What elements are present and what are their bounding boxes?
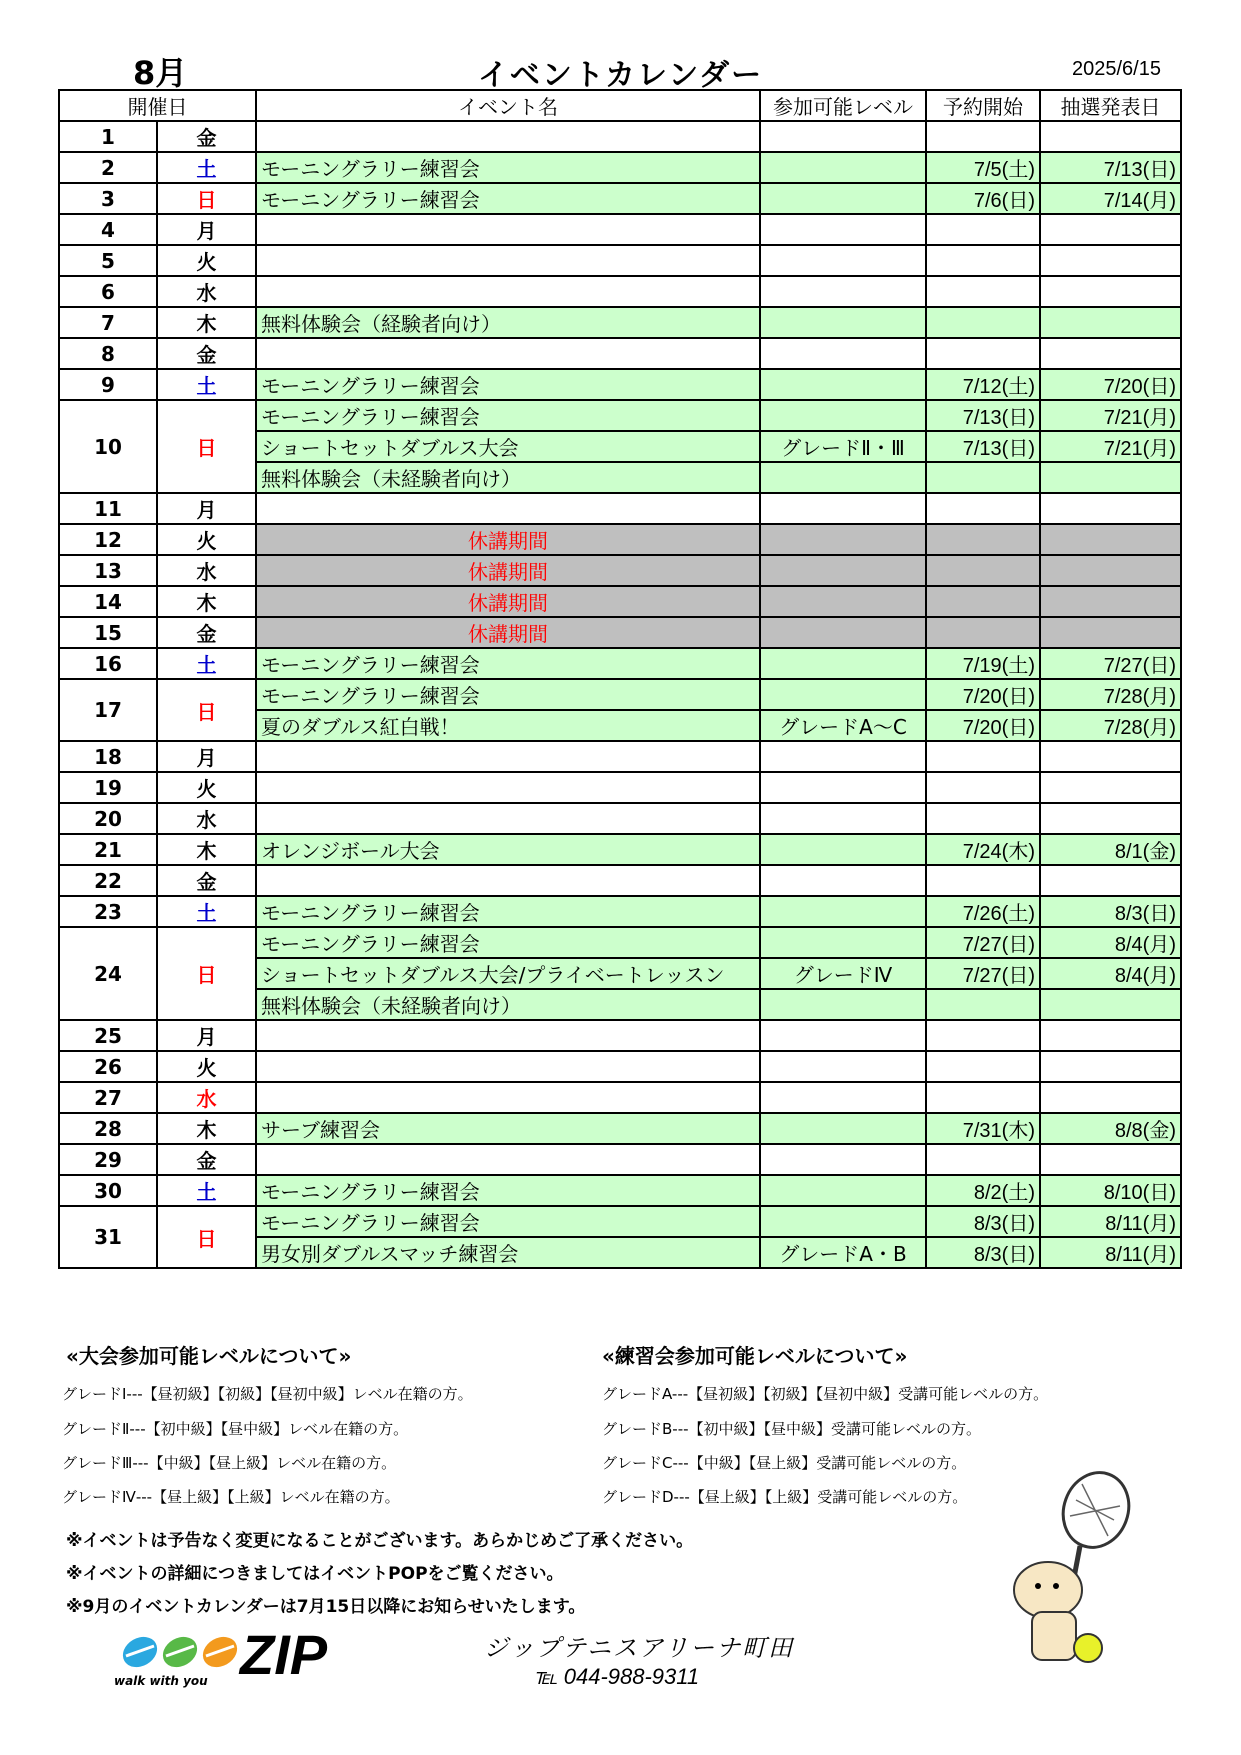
zip-brand: ZIP	[240, 1623, 328, 1686]
table-row	[59, 1020, 1181, 1051]
table-row	[59, 183, 1181, 214]
reservation-start	[926, 741, 1040, 772]
day-number: 22	[59, 865, 157, 896]
page-title: イベントカレンダー	[477, 58, 764, 93]
weekday: 水	[157, 1082, 256, 1113]
result-date	[1040, 462, 1181, 493]
result-date	[1040, 1020, 1181, 1051]
reservation-start	[926, 1020, 1040, 1051]
day-number: 23	[59, 896, 157, 927]
day-number: 31	[59, 1206, 157, 1268]
result-date: 8/4(月)	[1040, 958, 1181, 989]
table-row	[59, 214, 1181, 245]
event-name: モーニングラリー練習会	[256, 400, 760, 431]
reservation-start	[926, 493, 1040, 524]
event-name: モーニングラリー練習会	[256, 183, 760, 214]
day-number: 13	[59, 555, 157, 586]
weekday: 金	[157, 121, 256, 152]
weekday: 日	[157, 183, 256, 214]
reservation-start: 7/13(日)	[926, 400, 1040, 431]
event-name	[256, 865, 760, 896]
day-number: 20	[59, 803, 157, 834]
result-date: 8/3(日)	[1040, 896, 1181, 927]
day-number: 6	[59, 276, 157, 307]
col-header-result-date: 抽選発表日	[1040, 90, 1181, 121]
event-level	[760, 741, 926, 772]
event-level	[760, 1144, 926, 1175]
event-name	[256, 741, 760, 772]
result-date	[1040, 586, 1181, 617]
result-date: 7/28(月)	[1040, 679, 1181, 710]
reservation-start: 7/5(土)	[926, 152, 1040, 183]
event-name: ショートセットダブルス大会	[256, 431, 760, 462]
result-date	[1040, 555, 1181, 586]
event-name: 男女別ダブルスマッチ練習会	[256, 1237, 760, 1268]
day-number: 3	[59, 183, 157, 214]
event-level	[760, 121, 926, 152]
tournament-level-item: グレードⅢ---【中級】【昼上級】レベル在籍の方。	[62, 1454, 397, 1472]
reservation-start	[926, 338, 1040, 369]
day-number: 12	[59, 524, 157, 555]
telephone: ℡ 044-988-9311	[534, 1664, 700, 1689]
reservation-start: 7/31(木)	[926, 1113, 1040, 1144]
event-name	[256, 214, 760, 245]
table-row	[59, 555, 1181, 586]
reservation-start	[926, 865, 1040, 896]
reservation-start	[926, 276, 1040, 307]
practice-levels-title: «練習会参加可能レベルについて»	[602, 1344, 908, 1368]
col-header-date: 開催日	[59, 90, 256, 121]
event-level: グレードA～C	[760, 710, 926, 741]
event-name: モーニングラリー練習会	[256, 1175, 760, 1206]
event-level	[760, 865, 926, 896]
weekday: 水	[157, 276, 256, 307]
practice-level-item: グレードA---【昼初級】【初級】【昼初中級】受講可能レベルの方。	[602, 1385, 1049, 1403]
event-level	[760, 493, 926, 524]
result-date	[1040, 865, 1181, 896]
table-row	[59, 679, 1181, 710]
table-row	[59, 586, 1181, 617]
event-name: モーニングラリー練習会	[256, 369, 760, 400]
weekday: 月	[157, 1020, 256, 1051]
reservation-start	[926, 989, 1040, 1020]
result-date	[1040, 307, 1181, 338]
table-row	[59, 1113, 1181, 1144]
practice-level-item: グレードC---【中級】【昼上級】受講可能レベルの方。	[602, 1454, 967, 1472]
event-name: 休講期間	[256, 555, 760, 586]
weekday: 金	[157, 1144, 256, 1175]
event-name: モーニングラリー練習会	[256, 152, 760, 183]
result-date	[1040, 1144, 1181, 1175]
tournament-level-item: グレードⅠ---【昼初級】【初級】【昼初中級】レベル在籍の方。	[62, 1385, 473, 1403]
event-level	[760, 307, 926, 338]
result-date: 8/10(日)	[1040, 1175, 1181, 1206]
reservation-start	[926, 462, 1040, 493]
event-name: モーニングラリー練習会	[256, 1206, 760, 1237]
weekday: 木	[157, 834, 256, 865]
event-level	[760, 369, 926, 400]
table-row	[59, 245, 1181, 276]
event-name: モーニングラリー練習会	[256, 679, 760, 710]
result-date	[1040, 245, 1181, 276]
table-row	[59, 307, 1181, 338]
weekday: 月	[157, 493, 256, 524]
weekday: 木	[157, 586, 256, 617]
reservation-start	[926, 586, 1040, 617]
reservation-start	[926, 524, 1040, 555]
logo-tagline: walk with you	[114, 1674, 208, 1688]
day-number: 5	[59, 245, 157, 276]
reservation-start	[926, 1144, 1040, 1175]
weekday: 日	[157, 679, 256, 741]
weekday: 月	[157, 741, 256, 772]
table-row	[59, 865, 1181, 896]
table-row	[59, 493, 1181, 524]
day-number: 21	[59, 834, 157, 865]
event-level: グレードⅣ	[760, 958, 926, 989]
reservation-start: 7/19(土)	[926, 648, 1040, 679]
weekday: 金	[157, 865, 256, 896]
col-header-reservation-start: 予約開始	[926, 90, 1040, 121]
reservation-start	[926, 555, 1040, 586]
tournament-level-item: グレードⅡ---【初中級】【昼中級】レベル在籍の方。	[62, 1420, 409, 1438]
table-row	[59, 834, 1181, 865]
event-level	[760, 679, 926, 710]
reservation-start	[926, 803, 1040, 834]
col-header-event: イベント名	[256, 90, 760, 121]
result-date: 7/20(日)	[1040, 369, 1181, 400]
result-date: 8/8(金)	[1040, 1113, 1181, 1144]
reservation-start: 7/6(日)	[926, 183, 1040, 214]
event-name: 夏のダブルス紅白戦！	[256, 710, 760, 741]
event-level	[760, 524, 926, 555]
result-date: 7/21(月)	[1040, 431, 1181, 462]
weekday: 木	[157, 1113, 256, 1144]
event-name	[256, 338, 760, 369]
result-date: 7/27(日)	[1040, 648, 1181, 679]
result-date: 8/4(月)	[1040, 927, 1181, 958]
day-number: 26	[59, 1051, 157, 1082]
event-level	[760, 1175, 926, 1206]
event-name: 無料体験会（経験者向け）	[256, 307, 760, 338]
event-name: モーニングラリー練習会	[256, 896, 760, 927]
event-name: 休講期間	[256, 524, 760, 555]
table-row	[59, 772, 1181, 803]
event-level	[760, 586, 926, 617]
reservation-start: 8/3(日)	[926, 1206, 1040, 1237]
day-number: 8	[59, 338, 157, 369]
reservation-start: 7/26(土)	[926, 896, 1040, 927]
event-level	[760, 896, 926, 927]
weekday: 土	[157, 648, 256, 679]
event-level	[760, 214, 926, 245]
result-date	[1040, 617, 1181, 648]
table-row	[59, 896, 1181, 927]
weekday: 土	[157, 1175, 256, 1206]
result-date	[1040, 1082, 1181, 1113]
table-row	[59, 1144, 1181, 1175]
event-level	[760, 276, 926, 307]
table-row	[59, 1051, 1181, 1082]
reservation-start: 7/13(日)	[926, 431, 1040, 462]
event-name	[256, 1082, 760, 1113]
footnote: ※イベントの詳細につきましてはイベントPOPをご覧ください。	[66, 1564, 564, 1584]
event-level	[760, 803, 926, 834]
day-number: 25	[59, 1020, 157, 1051]
reservation-start	[926, 307, 1040, 338]
event-name	[256, 493, 760, 524]
table-row	[59, 927, 1181, 958]
reservation-start: 7/12(土)	[926, 369, 1040, 400]
event-level	[760, 1020, 926, 1051]
table-row	[59, 648, 1181, 679]
event-name: モーニングラリー練習会	[256, 648, 760, 679]
day-number: 1	[59, 121, 157, 152]
result-date	[1040, 524, 1181, 555]
day-number: 10	[59, 400, 157, 493]
reservation-start: 7/20(日)	[926, 679, 1040, 710]
weekday: 火	[157, 524, 256, 555]
weekday: 金	[157, 338, 256, 369]
reservation-start	[926, 121, 1040, 152]
day-number: 27	[59, 1082, 157, 1113]
result-date	[1040, 989, 1181, 1020]
event-name: ショートセットダブルス大会/プライベートレッスン	[256, 958, 760, 989]
day-number: 2	[59, 152, 157, 183]
weekday: 水	[157, 803, 256, 834]
result-date	[1040, 803, 1181, 834]
event-level: グレードA・B	[760, 1237, 926, 1268]
day-number: 17	[59, 679, 157, 741]
result-date	[1040, 493, 1181, 524]
table-row	[59, 1082, 1181, 1113]
col-header-level: 参加可能レベル	[760, 90, 926, 121]
weekday: 日	[157, 400, 256, 493]
event-name	[256, 245, 760, 276]
day-number: 28	[59, 1113, 157, 1144]
weekday: 火	[157, 772, 256, 803]
reservation-start: 7/27(日)	[926, 927, 1040, 958]
day-number: 14	[59, 586, 157, 617]
event-level	[760, 152, 926, 183]
day-number: 15	[59, 617, 157, 648]
tournament-levels-title: «大会参加可能レベルについて»	[66, 1344, 352, 1368]
day-number: 24	[59, 927, 157, 1020]
event-level	[760, 834, 926, 865]
event-level	[760, 462, 926, 493]
table-row	[59, 741, 1181, 772]
day-number: 16	[59, 648, 157, 679]
reservation-start: 7/27(日)	[926, 958, 1040, 989]
event-level	[760, 400, 926, 431]
event-calendar-table	[58, 89, 1182, 1269]
event-name	[256, 121, 760, 152]
day-number: 7	[59, 307, 157, 338]
day-number: 4	[59, 214, 157, 245]
weekday: 土	[157, 369, 256, 400]
result-date: 7/13(日)	[1040, 152, 1181, 183]
event-name: 休講期間	[256, 617, 760, 648]
result-date: 7/28(月)	[1040, 710, 1181, 741]
event-level	[760, 338, 926, 369]
event-level: グレードⅡ・Ⅲ	[760, 431, 926, 462]
reservation-start	[926, 214, 1040, 245]
reservation-start: 7/20(日)	[926, 710, 1040, 741]
practice-level-item: グレードB---【初中級】【昼中級】受講可能レベルの方。	[602, 1420, 982, 1438]
calendar-body	[59, 121, 1181, 1268]
event-level	[760, 183, 926, 214]
result-date	[1040, 214, 1181, 245]
event-level	[760, 1206, 926, 1237]
table-row	[59, 338, 1181, 369]
weekday: 月	[157, 214, 256, 245]
weekday: 木	[157, 307, 256, 338]
result-date: 8/1(金)	[1040, 834, 1181, 865]
weekday: 金	[157, 617, 256, 648]
result-date	[1040, 121, 1181, 152]
event-name: 休講期間	[256, 586, 760, 617]
event-name: サーブ練習会	[256, 1113, 760, 1144]
result-date	[1040, 1051, 1181, 1082]
event-level	[760, 1082, 926, 1113]
event-name	[256, 1051, 760, 1082]
result-date	[1040, 338, 1181, 369]
reservation-start	[926, 245, 1040, 276]
table-row	[59, 400, 1181, 431]
event-level	[760, 245, 926, 276]
event-name: 無料体験会（未経験者向け）	[256, 989, 760, 1020]
reservation-start	[926, 617, 1040, 648]
day-number: 29	[59, 1144, 157, 1175]
table-row	[59, 524, 1181, 555]
result-date: 7/21(月)	[1040, 400, 1181, 431]
result-date: 8/11(月)	[1040, 1206, 1181, 1237]
result-date: 7/14(月)	[1040, 183, 1181, 214]
event-name: 無料体験会（未経験者向け）	[256, 462, 760, 493]
tennis-dog-mascot-icon	[996, 1470, 1156, 1670]
practice-level-item: グレードD---【昼上級】【上級】受講可能レベルの方。	[602, 1488, 968, 1506]
event-level	[760, 555, 926, 586]
event-level	[760, 648, 926, 679]
month-label: 8月	[133, 54, 188, 92]
table-row	[59, 121, 1181, 152]
weekday: 火	[157, 245, 256, 276]
table-row	[59, 803, 1181, 834]
event-name	[256, 1020, 760, 1051]
table-row	[59, 1206, 1181, 1237]
reservation-start	[926, 1051, 1040, 1082]
event-level	[760, 772, 926, 803]
event-level	[760, 617, 926, 648]
event-level	[760, 1113, 926, 1144]
event-name	[256, 276, 760, 307]
weekday: 日	[157, 1206, 256, 1268]
event-level	[760, 989, 926, 1020]
table-row	[59, 152, 1181, 183]
event-name	[256, 803, 760, 834]
arena-name: ジップテニスアリーナ町田	[484, 1634, 795, 1662]
event-level	[760, 927, 926, 958]
table-header-row	[59, 90, 1181, 121]
reservation-start: 8/3(日)	[926, 1237, 1040, 1268]
event-name: オレンジボール大会	[256, 834, 760, 865]
event-name	[256, 1144, 760, 1175]
result-date	[1040, 741, 1181, 772]
footnote: ※9月のイベントカレンダーは7月15日以降にお知らせいたします。	[66, 1597, 586, 1617]
day-number: 30	[59, 1175, 157, 1206]
result-date: 8/11(月)	[1040, 1237, 1181, 1268]
day-number: 18	[59, 741, 157, 772]
result-date	[1040, 772, 1181, 803]
reservation-start: 8/2(土)	[926, 1175, 1040, 1206]
weekday: 火	[157, 1051, 256, 1082]
table-row	[59, 1175, 1181, 1206]
weekday: 水	[157, 555, 256, 586]
table-row	[59, 276, 1181, 307]
reservation-start	[926, 772, 1040, 803]
day-number: 11	[59, 493, 157, 524]
event-level	[760, 1051, 926, 1082]
reservation-start	[926, 1082, 1040, 1113]
reservation-start: 7/24(木)	[926, 834, 1040, 865]
day-number: 19	[59, 772, 157, 803]
table-row	[59, 617, 1181, 648]
footnote: ※イベントは予告なく変更になることがございます。あらかじめご了承ください。	[66, 1531, 694, 1551]
day-number: 9	[59, 369, 157, 400]
weekday: 土	[157, 896, 256, 927]
event-name	[256, 772, 760, 803]
tournament-level-item: グレードⅣ---【昼上級】【上級】レベル在籍の方。	[62, 1488, 400, 1506]
event-name: モーニングラリー練習会	[256, 927, 760, 958]
updated-date: 2025/6/15	[1072, 58, 1161, 80]
weekday: 土	[157, 152, 256, 183]
result-date	[1040, 276, 1181, 307]
table-row	[59, 369, 1181, 400]
weekday: 日	[157, 927, 256, 1020]
